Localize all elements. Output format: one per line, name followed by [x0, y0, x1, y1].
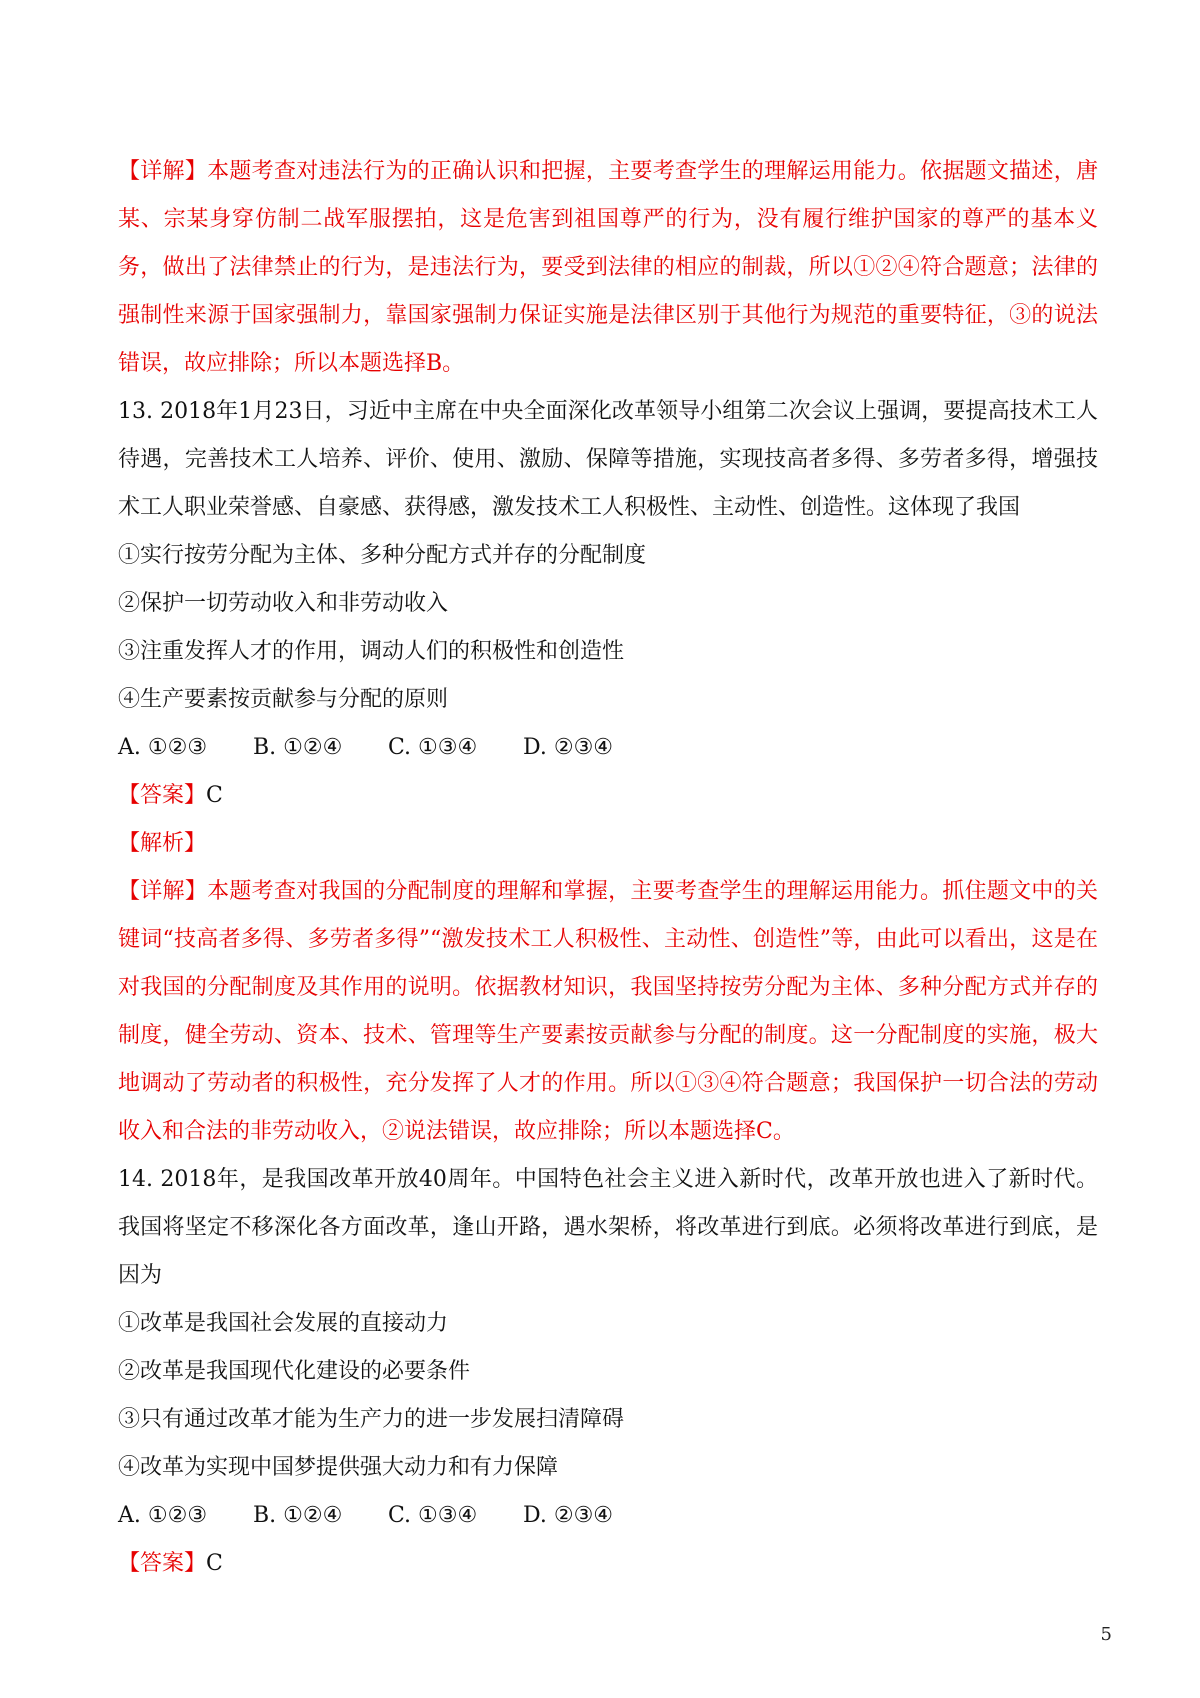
q13-analysis-tag: 【解析】	[118, 831, 207, 856]
q14-answer	[118, 1540, 1098, 1588]
q13-option-d: D. ②③④	[523, 735, 614, 760]
page-number: 5	[1100, 1624, 1112, 1645]
q14-statement-4: ④改革为实现中国梦提供强大动力和有力保障	[118, 1455, 559, 1480]
q14-option-a: A. ①②③	[118, 1503, 208, 1528]
answer-value: C	[206, 1551, 223, 1576]
q14-stem: 14. 2018年，是我国改革开放40周年。中国特色社会主义进入新时代，改革开放也进入了新时代。我国将坚定不移深化各方面改革，逢山开路，遇水架桥，将改革进行到底。必须将改革进行到底，是因为	[118, 1167, 1098, 1288]
explain-tag: 【详解】	[118, 159, 208, 184]
q14-statement-1: ①改革是我国社会发展的直接动力	[118, 1311, 449, 1336]
q13-statement-2: ②保护一切劳动收入和非劳动收入	[118, 591, 449, 616]
explain-text: 本题考查对我国的分配制度的理解和掌握，主要考查学生的理解运用能力。抓住题文中的关键词“技高者多得、多劳者多得”“激发技术工人积极性、主动性、创造性”等，由此可以看出，这是在对我国的分配制度及其作用的说明。依据教材知识，我国坚持按劳分配为主体、多种分配方式并存的制度，健全劳动、资本、技术、管理等生产要素按贡献参与分配的制度。这一分配制度的实施，极大地调动了劳动者的积极性，充分发挥了人才的作用。所以①③④符合题意；我国保护一切合法的劳动收入和合法的非劳动收入，②说法错误，故应排除；所以本题选择C。	[118, 879, 1098, 1144]
q13-statement-4: ④生产要素按贡献参与分配的原则	[118, 687, 449, 712]
explain-tag: 【详解】	[118, 879, 208, 904]
q13-options	[118, 724, 1098, 772]
q14-option-c: C. ①③④	[388, 1503, 478, 1528]
answer-tag: 【答案】	[118, 1551, 207, 1576]
answer-tag: 【答案】	[118, 783, 207, 808]
q14-statement-3: ③只有通过改革才能为生产力的进一步发展扫清障碍	[118, 1407, 625, 1432]
explain-text: 本题考查对违法行为的正确认识和把握，主要考查学生的理解运用能力。依据题文描述，唐某、宗某身穿仿制二战军服摆拍，这是危害到祖国尊严的行为，没有履行维护国家的尊严的基本义务，做出了法律禁止的行为，是违法行为，要受到法律的相应的制裁，所以①②④符合题意；法律的强制性来源于国家强制力，靠国家强制力保证实施是法律区别于其他行为规范的重要特征，③的说法错误，故应排除；所以本题选择B。	[118, 159, 1098, 376]
q13-answer	[118, 772, 1098, 820]
q12-explanation	[118, 148, 1098, 388]
q14-options	[118, 1492, 1098, 1540]
answer-value: C	[206, 783, 223, 808]
q13-statement-1: ①实行按劳分配为主体、多种分配方式并存的分配制度	[118, 543, 647, 568]
page-content	[118, 148, 1098, 1588]
q14-statement-2: ②改革是我国现代化建设的必要条件	[118, 1359, 471, 1384]
q13-explanation	[118, 868, 1098, 1156]
q13-stem: 13. 2018年1月23日，习近中主席在中央全面深化改革领导小组第二次会议上强调，要提高技术工人待遇，完善技术工人培养、评价、使用、激励、保障等措施，实现技高者多得、多劳者多得，增强技术工人职业荣誉感、自豪感、获得感，激发技术工人积极性、主动性、创造性。这体现了我国	[118, 399, 1098, 520]
q13-option-c: C. ①③④	[388, 735, 478, 760]
q13-statement-3: ③注重发挥人才的作用，调动人们的积极性和创造性	[118, 639, 625, 664]
q13-option-b: B. ①②④	[253, 735, 343, 760]
q13-option-a: A. ①②③	[118, 735, 208, 760]
q14-option-b: B. ①②④	[253, 1503, 343, 1528]
q14-option-d: D. ②③④	[523, 1503, 614, 1528]
